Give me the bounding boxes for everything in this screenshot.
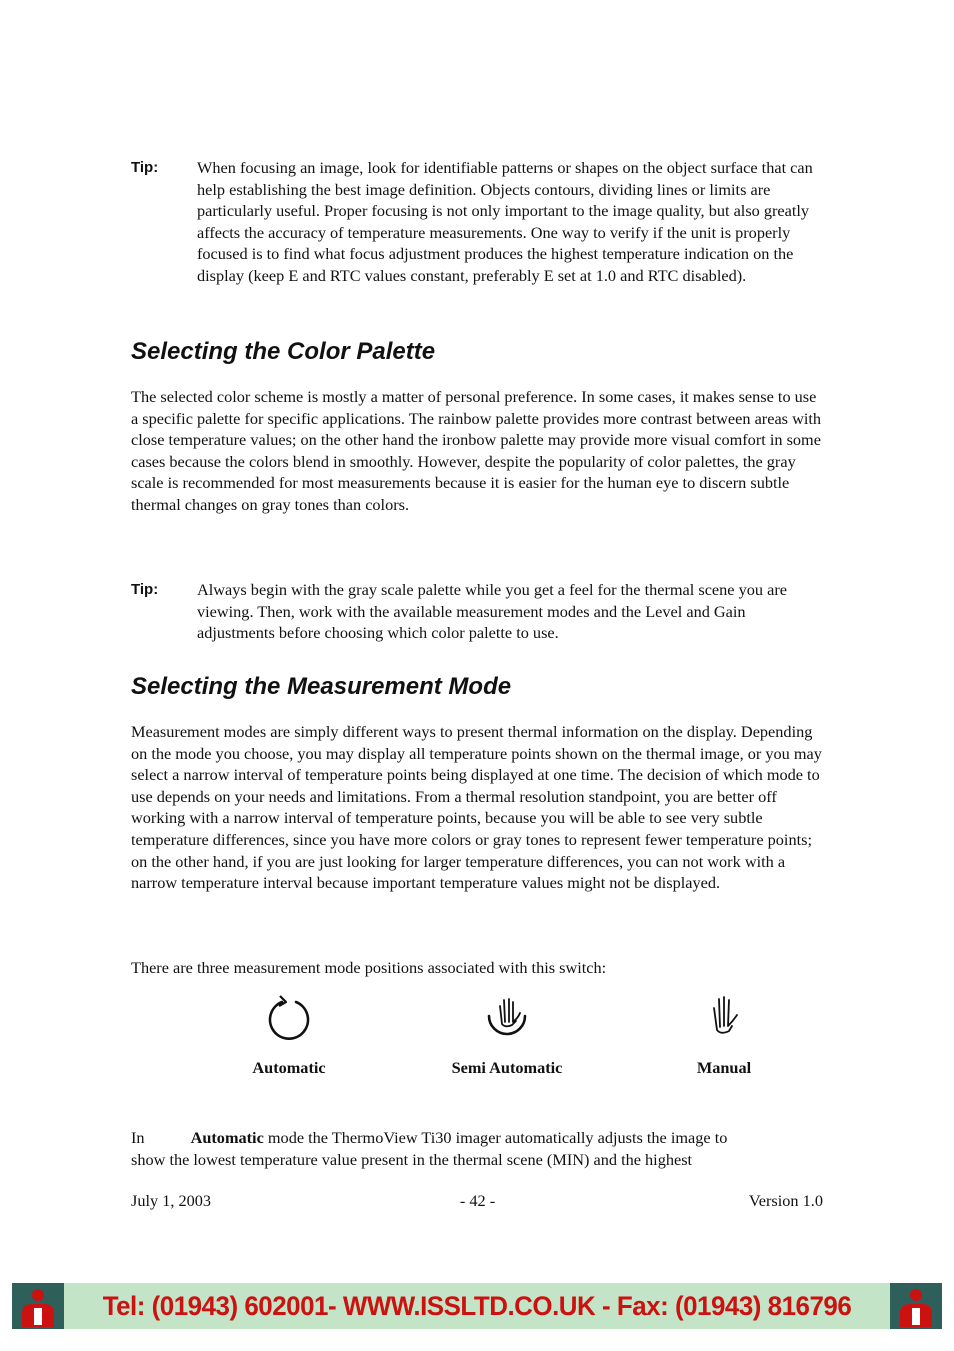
info-logo-icon [890, 1283, 942, 1329]
section-heading-measurement-mode: Selecting the Measurement Mode [131, 673, 512, 700]
tip-label: Tip: [131, 159, 159, 176]
mode-automatic [209, 994, 369, 1078]
footer-version: Version 1.0 [748, 1191, 823, 1210]
closing-line2: show the lowest temperature value present in the thermal scene (MIN) and the highest [131, 1149, 693, 1169]
hand-in-arc-icon [482, 994, 532, 1048]
tip-text: When focusing an image, look for identifiable patterns or shapes on the object surface that can help establishing the best image definition. Objects contours, dividing lines or limits are particularly useful. Proper focusing is not only important to the image quality, but also greatly affects the accuracy of temperature measurements. One way to verify if the unit is properly focused is to find what focus adjustment produces the highest temperature indication on the display (keep E and RTC values constant, preferably E set at 1.0 and RTC disabled). [197, 158, 813, 285]
automatic-mode-paragraph [131, 1127, 825, 1170]
tip-text: Always begin with the gray scale palette while you get a feel for the thermal scene you are viewing. Then, work with the available measurement modes and the Level and Gain adjustments before choosing which color palette to use. [197, 580, 787, 643]
mode-manual [644, 994, 804, 1078]
measurement-mode-intro: There are three measurement mode positions associated with this switch: [131, 958, 607, 977]
tip-label: Tip: [131, 581, 159, 598]
hand-icon [699, 994, 749, 1048]
closing-bold: Automatic [190, 1128, 264, 1147]
mode-label: Semi Automatic [451, 1058, 563, 1077]
closing-rest: mode the ThermoView Ti30 imager automatically adjusts the image to [263, 1128, 728, 1147]
mode-semi-automatic [427, 994, 587, 1078]
circular-arrow-icon [264, 994, 314, 1048]
info-logo-icon [12, 1283, 64, 1329]
closing-prefix: In [131, 1128, 145, 1147]
measurement-mode-paragraph: Measurement modes are simply different ways to present thermal information on the display. Depending on the mode you choose, you may display all temperature points shown on the thermal image, or you may select a narrow interval of temperature points being displayed at one time. The decision of which mode to use depends on your needs and limitations. From a thermal resolution standpoint, you are better off working with a narrow interval of temperature points, because you will be able to see very subtle temperature differences, since you have more colors or gray tones to represent fewer temperature points; on the other hand, if you are just looking for larger temperature differences, you can not work with a narrow temperature interval because important temperature values might not be displayed. [131, 722, 822, 893]
contact-banner-text: Tel: (01943) 602001- WWW.ISSLTD.CO.UK - Fax: (01943) 816796 [102, 1291, 852, 1321]
section-heading-color-palette: Selecting the Color Palette [131, 338, 436, 365]
mode-label: Automatic [252, 1058, 326, 1077]
color-palette-paragraph: The selected color scheme is mostly a matter of personal preference. In some cases, it makes sense to use a specific palette for specific applications. The rainbow palette provides more contrast between areas with close temperature values; on the other hand the ironbow palette may provide more visual comfort in some cases because the colors blend in smoothly. However, despite the popularity of color palettes, the gray scale is recommended for most measurements because it is easier for the human eye to discern subtle thermal changes on gray tones than colors. [131, 387, 822, 514]
footer-page-number: - 42 - [459, 1191, 496, 1210]
contact-banner [12, 1283, 942, 1329]
footer-date: July 1, 2003 [131, 1191, 212, 1210]
mode-label: Manual [696, 1058, 752, 1077]
